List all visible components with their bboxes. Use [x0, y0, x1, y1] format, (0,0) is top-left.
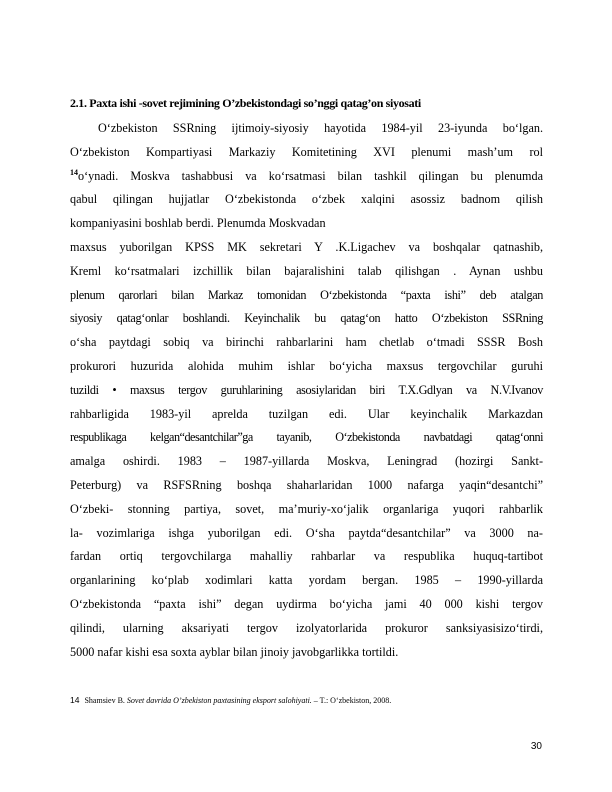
body-line: O‘zbekiston Kompartiyasi Markaziy Komitetining XVI plenumi mash’um rol: [70, 144, 543, 159]
footnote-author: Shamsiev B.: [84, 696, 125, 705]
body-line: respublikaga kelgan“desantchilar”ga tayanib, O‘zbekistonda navbatdagi qatag‘onni: [70, 430, 543, 445]
footnote-publisher: – T.: O‘zbekiston, 2008.: [311, 696, 392, 705]
body-line: la- vozimlariga ishga yuborilgan edi. O‘sha paytda“desantchilar” va 3000 na-: [70, 525, 543, 540]
body-line: Kreml ko‘rsatmalari izchillik bilan bajaralishini talab qilishgan . Aynan ushbu: [70, 263, 543, 278]
body-text: [70, 117, 543, 664]
body-line: 5000 nafar kishi esa soxta ayblar bilan jinoiy javobgarlikka tortildi.: [70, 644, 399, 659]
body-line: [70, 165, 543, 189]
section-heading: 2.1. Paxta ishi -sovet rejimining O’zbekistondagi so’nggi qatag’on siyosati: [70, 96, 421, 110]
body-line: qilindi, ularning aksariyati tergov izolyatorlarida prokuror sanksiyasisizo‘tirdi,: [70, 620, 543, 635]
body-line: qabul qilingan hujjatlar O‘zbekistonda o‘zbek xalqini asossiz badnom qilish: [70, 192, 543, 207]
body-line: O‘zbekiston SSRning ijtimoiy-siyosiy hayotida 1984-yil 23-iyunda bo‘lgan.: [98, 121, 543, 135]
body-line-text: o‘ynadi. Moskva tashabbusi va ko‘rsatmasi bilan tashkil qilingan bu plenumda: [78, 168, 543, 183]
body-line: o‘sha paytdagi sobiq va birinchi rahbarlarini ham chetlab o‘tmadi SSSR Bosh: [70, 335, 543, 350]
footnote-number: 14: [70, 695, 80, 705]
body-line: amalga oshirdi. 1983 – 1987-yillarda Moskva, Leningrad (hozirgi Sankt-: [70, 454, 543, 469]
body-line: Peterburg) va RSFSRning boshqa shaharlaridan 1000 nafarga yaqin“desantchi”: [70, 477, 543, 492]
body-line: rahbarligida 1983-yil aprelda tuzilgan edi. Ular keyinchalik Markazdan: [70, 406, 543, 421]
footnote-title: Sovet davrida O’zbekiston paxtasining eksport salohiyati.: [126, 696, 312, 705]
body-line: organlarining ko‘plab xodimlari katta yordam bergan. 1985 – 1990-yillarda: [70, 573, 543, 588]
body-line: maxsus yuborilgan KPSS MK sekretari Y .K.Ligachev va boshqalar qatnashib,: [70, 239, 543, 254]
body-line: kompaniyasini boshlab berdi. Plenumda Moskvadan: [70, 216, 326, 231]
body-line: tuzildi • maxsus tergov guruhlarining asosiylaridan biri T.X.Gdlyan va N.V.Ivanov: [70, 382, 543, 397]
body-line: plenum qarorlari bilan Markaz tomonidan O‘zbekistonda “paxta ishi” deb atalgan: [70, 287, 543, 302]
page-number: 30: [530, 741, 542, 752]
body-line: prokurori huzurida alohida muhim ishlar bo‘yicha maxsus tergovchilar guruhi: [70, 358, 543, 373]
body-line: siyosiy qatag‘onlar boshlandi. Keyinchalik bu qatag‘on hatto O‘zbekiston SSRning: [70, 311, 543, 326]
footnote-marker[interactable]: 14: [70, 167, 78, 177]
body-line: O‘zbekistonda “paxta ishi” degan uydirma bo‘yicha jami 40 000 kishi tergov: [70, 596, 543, 611]
body-line: fardan ortiq tergovchilarga mahalliy rahbarlar va respublika huquq-tartibot: [70, 549, 543, 564]
footnote: [70, 694, 550, 707]
body-line: O‘zbeki- stonning partiya, sovet, ma’muriy-xo‘jalik organlariga yuqori rahbarlik: [70, 501, 543, 516]
